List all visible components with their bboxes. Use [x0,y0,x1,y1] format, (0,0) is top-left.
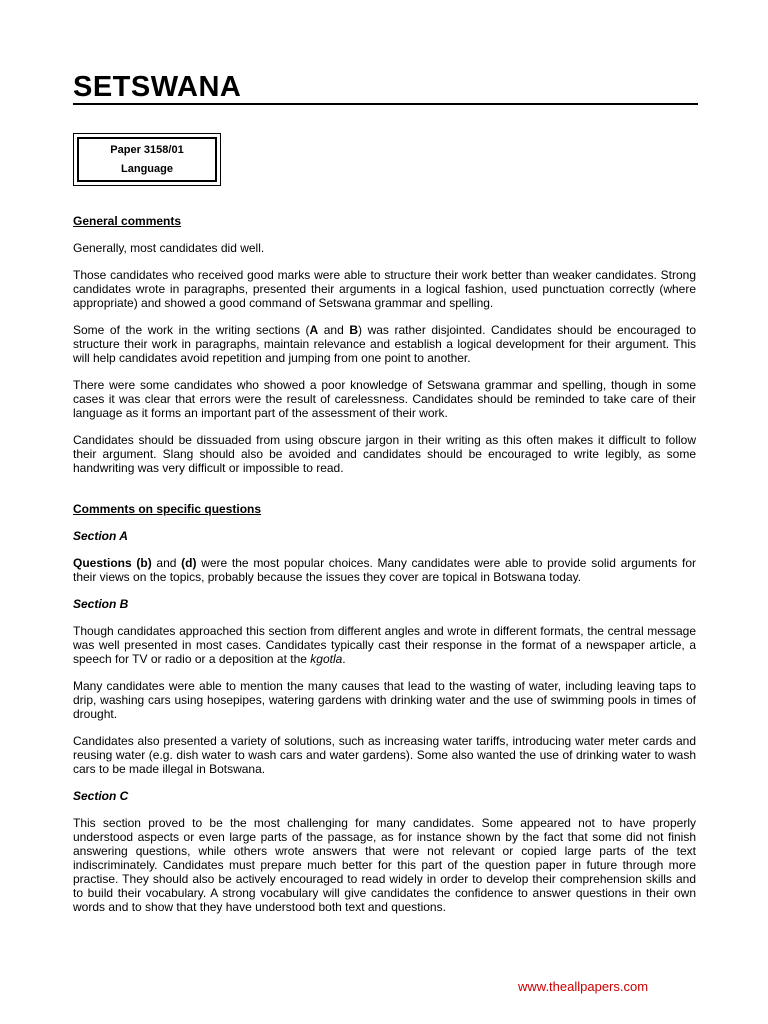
paper-name: Language [121,162,173,175]
paper-code: Paper 3158/01 [110,143,184,156]
section-a-and: and [151,556,182,570]
section-b-paragraph-3: Candidates also presented a variety of solutions, such as increasing water tariffs, introducing water meter cards and reusing water (e.g. dish water to wash cars and water gardens). Some also wanted the use of drinking water to wash cars to be made illegal in Botswana. [73,734,696,776]
page-title: SETSWANA [73,71,242,103]
section-b-p1-text: Though candidates approached this section from different angles and wrote in different formats, the central message was well presented in most cases. Candidates typically cast their response in the format of a newspaper article, a speech for TV or radio or a deposition at the [73,624,696,666]
p3-section-b: B [349,323,359,337]
specific-comments-heading: Comments on specific questions [73,502,262,516]
section-b-p1-end: . [342,652,346,666]
paper-info-inner [77,137,217,182]
section-b-title: Section B [73,597,129,611]
paper-info-box [73,133,221,186]
p3-text-c: and [318,323,350,337]
general-paragraph-4: There were some candidates who showed a poor knowledge of Setswana grammar and spelling, though in some cases it was clear that errors were the result of carelessness. Candidates should be reminded to take care of their language as it forms an important part of the assessment of their work. [73,378,696,420]
section-a-title: Section A [73,529,128,543]
section-a-text: were the most popular choices. Many candidates were able to provide solid arguments for their views on the topics, probably because the issues they cover are topical in Botswana today. [73,556,696,584]
section-c-paragraph-1: This section proved to be the most challenging for many candidates. Some appeared not to have properly understood aspects or even large parts of the passage, as for instance shown by the fact that some did not finish answering questions, while others wrote answers that were not relevant or copied large parts of the text indiscriminately. Candidates must prepare much better for this part of the question paper in future through more practise. They should also be actively encouraged to read widely in order to develop their comprehension skills and to build their vocabulary. A strong vocabulary will give candidates the confidence to answer questions in their own words and to show that they have understood both text and questions. [73,816,696,914]
footer-url-link[interactable]: www.theallpapers.com [518,979,649,994]
section-a-paragraph [73,556,696,584]
section-b-kgotla: kgotla [310,652,343,666]
section-c-title: Section C [73,789,129,803]
section-b-paragraph-1 [73,624,696,666]
report-body [73,214,696,927]
general-paragraph-3 [73,323,696,365]
p3-text-a: Some of the work in the writing sections ( [73,323,310,337]
section-b-paragraph-2: Many candidates were able to mention the many causes that lead to the wasting of water, including leaving taps to drip, washing cars using hosepipes, watering gardens with drinking water and the use of swimming pools in times of drought. [73,679,696,721]
general-paragraph-2: Those candidates who received good marks were able to structure their work better than weaker candidates. Strong candidates wrote in paragraphs, presented their arguments in a logical fashion, used punctuation correctly (where appropriate) and showed a good command of Setswana grammar and spelling. [73,268,696,310]
general-comments-heading: General comments [73,214,182,228]
title-divider [73,103,698,105]
p3-text-d: ) was rather disjointed. Candidates should be encouraged to structure their work in paragraphs, maintain relevance and establish a logical development for their argument. This will help candidates avoid repetition and jumping from one point to another. [73,323,696,365]
section-a-question-label: Questions (b) [73,556,152,570]
section-a-question-label-2: (d) [181,556,197,570]
p3-section-a: A [309,323,319,337]
general-paragraph-1: Generally, most candidates did well. [73,241,265,255]
general-paragraph-5: Candidates should be dissuaded from using obscure jargon in their writing as this often makes it difficult to follow their argument. Slang should also be avoided and candidates should be encouraged to write legibly, as some handwriting was very difficult or impossible to read. [73,433,696,475]
